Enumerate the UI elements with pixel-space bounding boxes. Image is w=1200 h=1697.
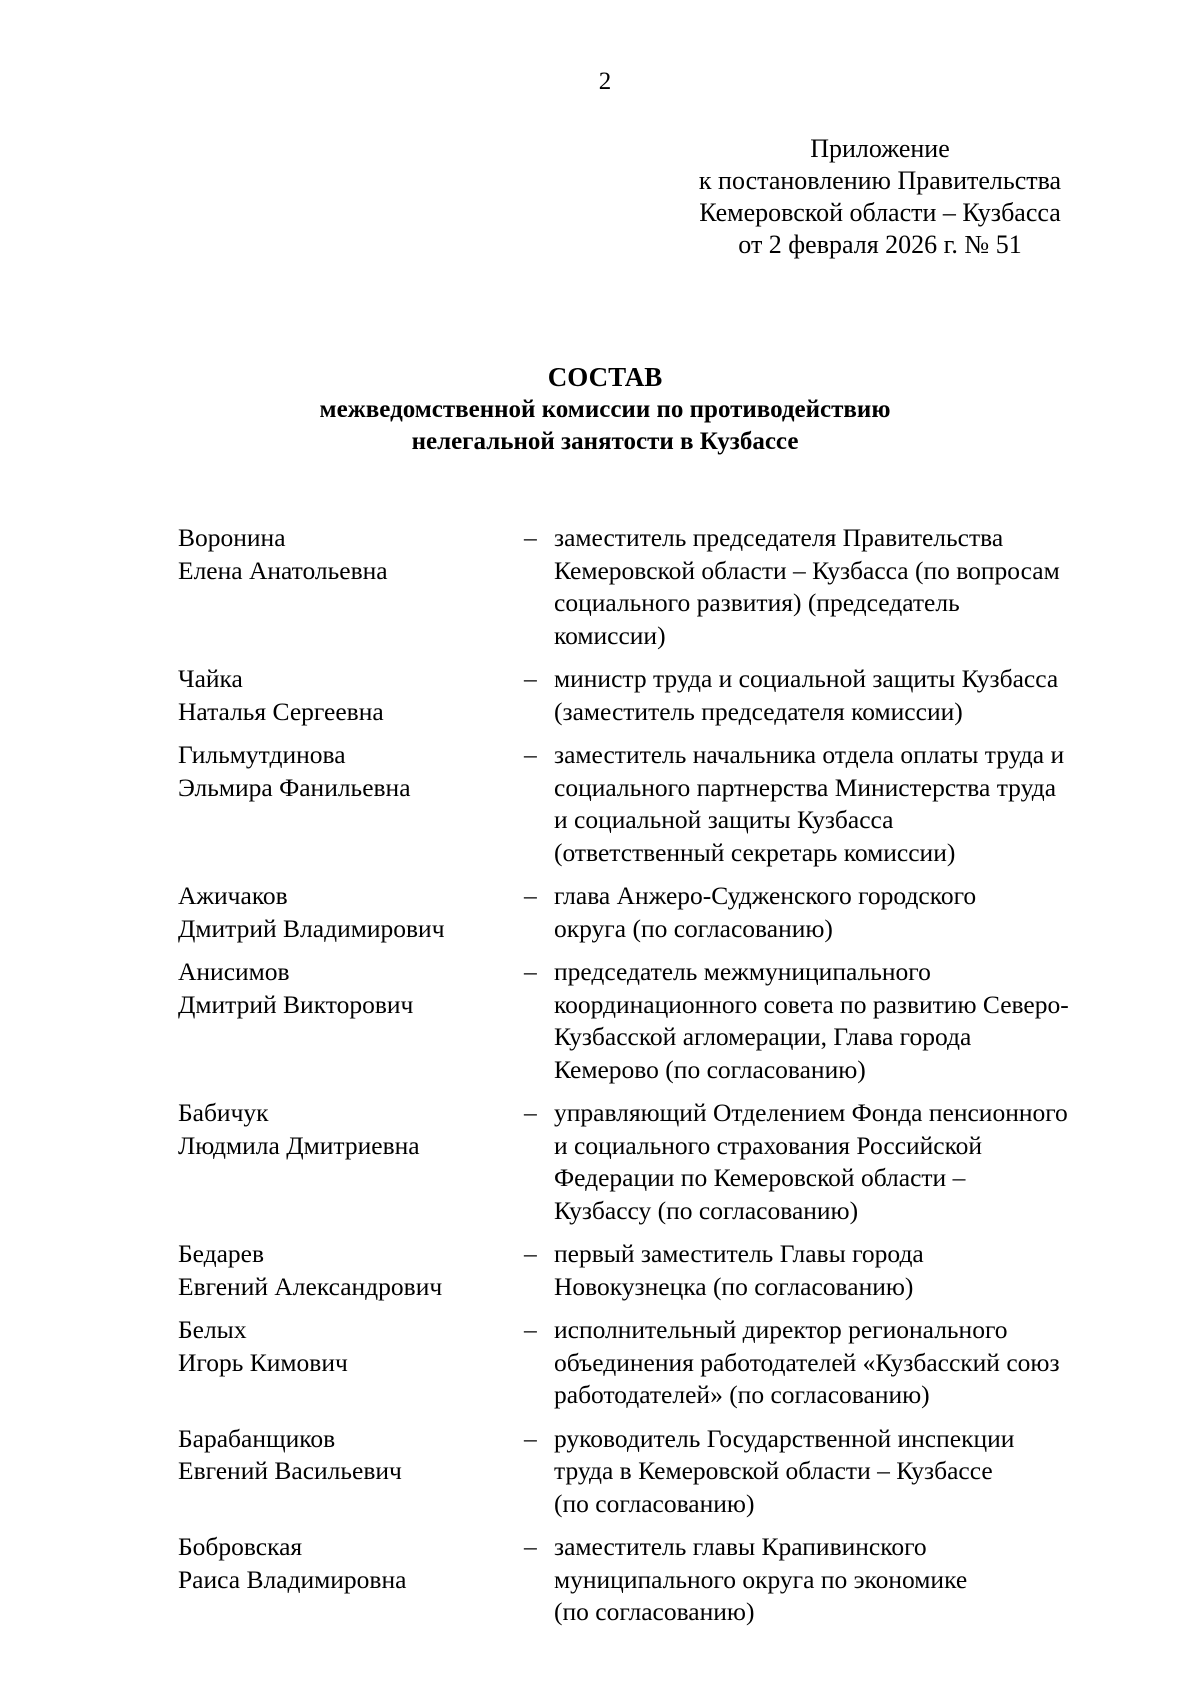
member-role [554,663,1138,728]
member-role-line: управляющий Отделением Фонда пенсионного [554,1098,1068,1127]
document-subtitle: межведомственной комиссии по противодействию [319,396,891,423]
member-name [178,739,524,869]
member-dash: – [524,1098,537,1127]
member-entry [178,522,1138,652]
member-role-line: социального партнерства Министерства труда [554,772,1057,802]
member-surname: Белых [178,1315,247,1344]
member-role-line: работодателей» (по согласованию) [554,1380,930,1409]
member-entry [178,1423,1138,1521]
member-role-line: (по согласованию) [554,1597,755,1626]
member-role-line: социального развития) (председатель [554,588,960,617]
member-surname: Бабичук [178,1098,269,1127]
member-role-line: объединения работодателей «Кузбасский союз [554,1347,1060,1377]
member-role-line: заместитель начальника отдела оплаты труда и [554,740,1065,769]
document-title: СОСТАВ [547,362,663,392]
document-subtitle: нелегальной занятости в Кузбассе [411,428,799,455]
member-role-line: министр труда и социальной защиты Кузбасса [554,664,1059,693]
member-dash: – [524,957,537,986]
member-given: Раиса Владимировна [178,1564,407,1594]
member-role-line: (ответственный секретарь комиссии) [554,837,956,867]
member-role-line: Кузбассу (по согласованию) [554,1195,859,1225]
member-surname: Чайка [178,664,243,693]
member-dash: – [524,1532,537,1561]
member-role-line: Кузбасской агломерации, Глава города [554,1022,972,1051]
member-role [554,1314,1138,1412]
member-role [554,1097,1138,1227]
member-role-line: исполнительный директор регионального [554,1315,1008,1344]
member-role-line: Новокузнецка (по согласованию) [554,1271,914,1301]
appendix-line: от 2 февраля 2026 г. № 51 [738,230,1022,259]
member-dash: – [524,1315,537,1344]
member-name [178,1314,524,1412]
member-surname: Ажичаков [178,881,288,910]
member-role-line: (по согласованию) [554,1488,755,1518]
member-given: Дмитрий Владимирович [178,913,445,943]
member-name [178,1097,524,1227]
members-list [178,522,1138,1640]
document-heading [0,360,1200,458]
member-given: Елена Анатольевна [178,555,388,585]
member-given: Людмила Дмитриевна [178,1130,420,1160]
appendix-line: Кемеровской области – Кузбасса [699,198,1061,227]
member-dash: – [524,881,537,910]
member-surname: Бобровская [178,1532,303,1561]
member-role [554,1238,1138,1303]
member-name [178,1423,524,1521]
member-role-line: председатель межмуниципального [554,957,931,986]
member-dash: – [524,523,537,552]
member-role-line: Федерации по Кемеровской области – [554,1163,966,1192]
member-role [554,1531,1138,1629]
member-role [554,956,1138,1086]
member-role-line: заместитель председателя Правительства [554,523,1004,552]
member-given: Дмитрий Викторович [178,989,414,1019]
member-role-line: Кемерово (по согласованию) [554,1054,866,1084]
appendix-line: к постановлению Правительства [698,166,1062,195]
member-role [554,522,1138,652]
member-role-line: глава Анжеро-Судженского городского [554,881,977,910]
member-role-line: округа (по согласованию) [554,913,833,943]
member-entry [178,1531,1138,1629]
member-role-line: и социальной защиты Кузбасса [554,805,894,834]
member-entry [178,739,1138,869]
member-surname: Воронина [178,523,286,552]
member-role-line: руководитель Государственной инспекции [554,1423,1015,1453]
member-role [554,739,1138,869]
member-name [178,522,524,652]
member-role-line: муниципального округа по экономике [554,1564,968,1594]
member-role-line: и социального страхования Российской [554,1130,983,1160]
member-entry [178,880,1138,945]
member-role-line: первый заместитель Главы города [554,1239,924,1268]
member-role-line: заместитель главы Крапивинского [554,1532,927,1561]
member-dash: – [524,740,537,769]
appendix-header [680,133,1080,261]
member-role-line: координационного совета по развитию Северо- [554,989,1069,1019]
member-given: Эльмира Фанильевна [178,772,411,802]
member-role [554,1423,1138,1521]
member-name [178,1531,524,1629]
member-entry [178,956,1138,1086]
appendix-line: Приложение [810,134,950,163]
member-surname: Анисимов [178,957,290,986]
member-surname: Гильмутдинова [178,740,346,769]
member-given: Евгений Александрович [178,1271,443,1301]
member-role [554,880,1138,945]
member-role-line: комиссии) [554,620,666,650]
member-name [178,663,524,728]
member-given: Наталья Сергеевна [178,696,384,726]
member-given: Игорь Кимович [178,1347,348,1377]
member-role-line: Кемеровской области – Кузбасса (по вопросам [554,555,1060,585]
member-name [178,1238,524,1303]
member-name [178,956,524,1086]
member-role-line: труда в Кемеровской области – Кузбассе [554,1456,993,1485]
member-entry [178,663,1138,728]
member-dash: – [524,664,537,693]
member-entry [178,1097,1138,1227]
member-dash: – [524,1239,537,1268]
member-surname: Барабанщиков [178,1423,336,1453]
member-name [178,880,524,945]
page-number: 2 [598,68,612,95]
member-surname: Бедарев [178,1239,265,1268]
member-entry [178,1238,1138,1303]
member-role-line: (заместитель председателя комиссии) [554,696,963,726]
member-entry [178,1314,1138,1412]
member-dash: – [524,1423,537,1453]
member-given: Евгений Васильевич [178,1456,402,1485]
